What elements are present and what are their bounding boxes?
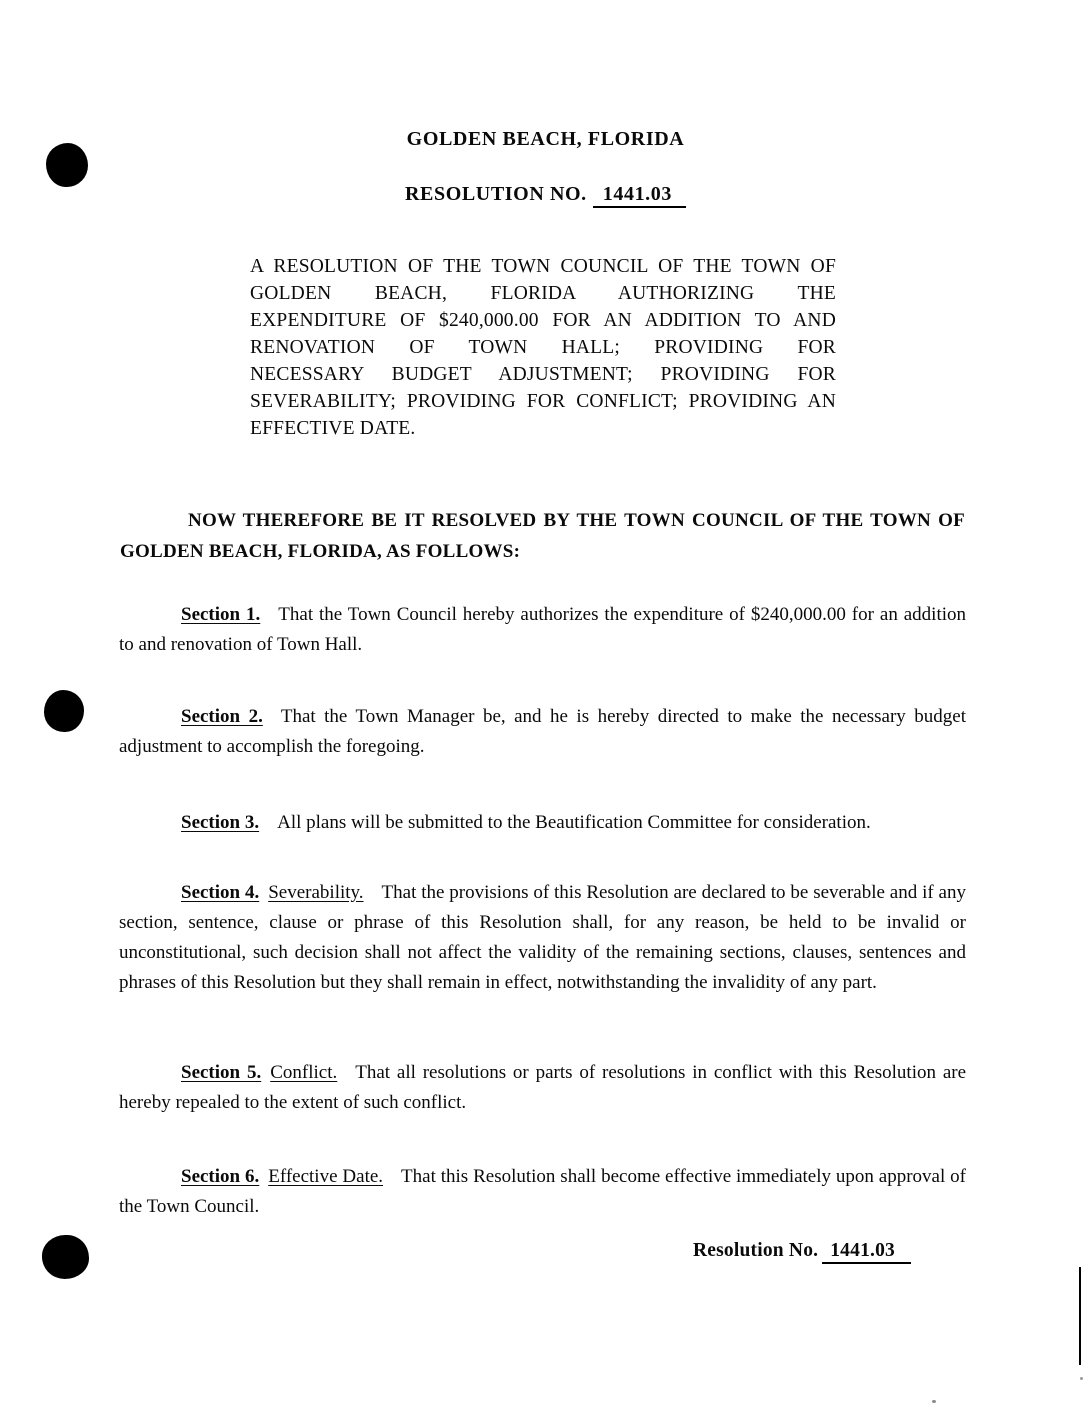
- section-5-label: Section 5.: [181, 1062, 262, 1083]
- section-3: [119, 808, 966, 838]
- resolution-number-label: RESOLUTION NO.: [405, 183, 587, 205]
- section-2-heading: [181, 706, 263, 727]
- footer-resolution-label: Resolution No.: [693, 1240, 819, 1261]
- section-1-body: That the Town Council hereby authorizes the expenditure of $240,000.00 for an addition to and renovation of Town Hall.: [119, 604, 967, 655]
- caption-line: EFFECTIVE DATE.: [250, 418, 416, 439]
- section-3-body: All plans will be submitted to the Beautification Committee for consideration.: [277, 812, 871, 833]
- footer-resolution-value: 1441.03: [822, 1240, 911, 1264]
- hole-punch-mark-middle: [44, 690, 84, 732]
- section-5-heading: [181, 1062, 337, 1083]
- caption-line: GOLDEN BEACH, FLORIDA AUTHORIZING THE: [250, 283, 836, 304]
- section-6-body: That this Resolution shall become effective immediately upon approval of the Town Council.: [119, 1166, 966, 1217]
- caption-line: A RESOLUTION OF THE TOWN COUNCIL OF THE TOWN OF: [250, 256, 836, 277]
- document-title: GOLDEN BEACH, FLORIDA: [406, 128, 685, 150]
- section-4-subtitle: Severability.: [268, 882, 364, 903]
- section-2-body: That the Town Manager be, and he is hereby directed to make the necessary budget adjustment to accomplish the foregoing.: [119, 706, 966, 757]
- section-1-heading: [181, 604, 260, 625]
- caption-line: EXPENDITURE OF $240,000.00 FOR AN ADDITION TO AND: [250, 310, 836, 331]
- caption-line: RENOVATION OF TOWN HALL; PROVIDING FOR: [250, 337, 836, 358]
- section-4-label: Section 4.: [181, 882, 260, 903]
- caption-line: NECESSARY BUDGET ADJUSTMENT; PROVIDING FOR: [250, 364, 836, 385]
- section-1: [119, 600, 966, 660]
- section-5-body: That all resolutions or parts of resolutions in conflict with this Resolution are hereby repealed to the extent of such conflict.: [119, 1062, 967, 1113]
- section-5: [119, 1058, 966, 1118]
- hole-punch-mark-bottom: [42, 1235, 89, 1279]
- section-1-label: Section 1.: [181, 604, 261, 625]
- caption-line: SEVERABILITY; PROVIDING FOR CONFLICT; PROVIDING AN: [250, 391, 836, 412]
- scan-artifact-speck: [932, 1400, 936, 1403]
- section-6-heading: [181, 1166, 383, 1187]
- resolution-number-heading: [0, 183, 1091, 206]
- scan-artifact-vertical-line: [1079, 1267, 1081, 1365]
- section-5-subtitle: Conflict.: [270, 1062, 338, 1083]
- section-4-body: That the provisions of this Resolution are declared to be severable and if any section, sentence, clause or phrase of this Resolution shall, for any reason, be held to be invalid or unconstitutional, such decision shall not affect the validity of the remaining sections, clauses, sentences and phrases of this Resolution but they shall remain in effect, notwithstanding the invalidity of any part.: [119, 882, 966, 993]
- resolution-number-value: 1441.03: [593, 183, 686, 208]
- section-2: [119, 702, 966, 762]
- section-4: [119, 878, 966, 998]
- section-4-heading: [181, 882, 364, 903]
- section-6-subtitle: Effective Date.: [268, 1166, 384, 1187]
- section-3-label: Section 3.: [181, 812, 260, 833]
- section-6: [119, 1162, 966, 1222]
- scan-artifact-speck: [1080, 1377, 1083, 1380]
- resolved-clause: NOW THEREFORE BE IT RESOLVED BY THE TOWN COUNCIL OF THE TOWN OF GOLDEN BEACH, FLORIDA, AS FOLLOWS:: [120, 510, 965, 562]
- footer-resolution-number: [693, 1240, 911, 1262]
- caption-paragraph: [250, 253, 836, 442]
- section-2-label: Section 2.: [181, 706, 263, 727]
- section-6-label: Section 6.: [181, 1166, 260, 1187]
- section-3-heading: [181, 812, 259, 833]
